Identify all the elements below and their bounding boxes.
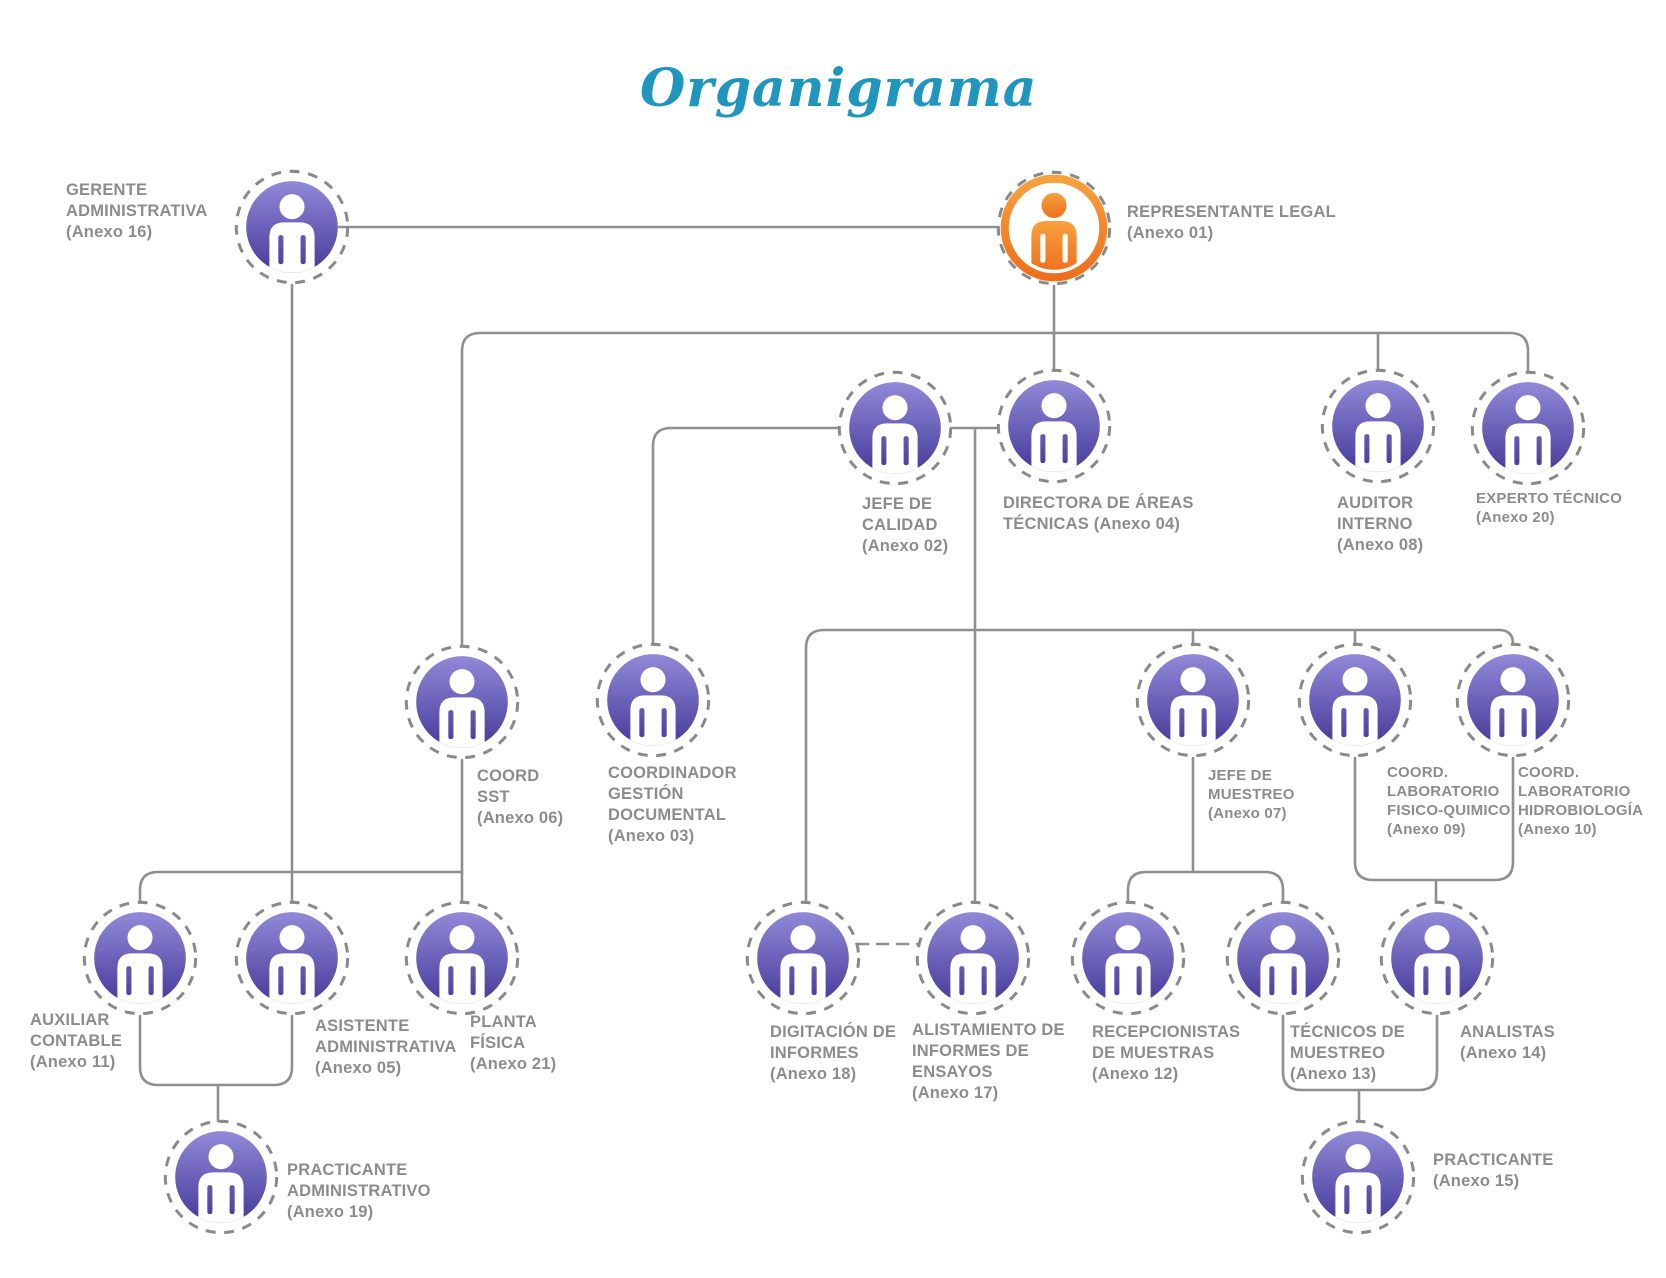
jefe-de-muestreo-label: [1208, 766, 1295, 823]
edge-jefecalidad-coordgd: [653, 428, 839, 644]
label-line: (Anexo 05): [315, 1059, 402, 1077]
label-line: EXPERTO TÉCNICO: [1476, 490, 1623, 507]
label-line: ANALISTAS: [1460, 1023, 1555, 1041]
person-icon: [1135, 642, 1251, 758]
digitacion-de-informes-label: [770, 1022, 896, 1085]
person-icon: [1297, 642, 1413, 758]
person-icon: [404, 644, 520, 760]
label-line: ALISTAMIENTO DE: [912, 1021, 1065, 1039]
label-line: SST: [477, 788, 510, 806]
label-line: FÍSICA: [470, 1034, 526, 1052]
label-line: ADMINISTRATIVO: [287, 1182, 431, 1200]
jefe-de-calidad-label: [862, 494, 948, 557]
coord-sst-label: [477, 766, 563, 829]
org-node-analistas: [1379, 900, 1495, 1016]
label-line: DE MUESTRAS: [1092, 1044, 1215, 1062]
person-icon: [745, 900, 861, 1016]
label-line: (Anexo 13): [1290, 1065, 1377, 1083]
label-line: JEFE DE: [862, 495, 933, 513]
org-node-practicante: [1300, 1119, 1416, 1235]
org-node-asistente-administrativa: [234, 900, 350, 1016]
label-line: MUESTREO: [1208, 786, 1295, 803]
org-node-coordinador-gestion-documental: [595, 642, 711, 758]
org-node-alistamiento-informes-ensayos: [915, 900, 1031, 1016]
label-line: REPRESENTANTE LEGAL: [1127, 203, 1336, 221]
label-line: LABORATORIO: [1387, 783, 1500, 800]
org-node-experto-tecnico: [1470, 370, 1586, 486]
person-icon: [1379, 900, 1495, 1016]
label-line: COORDINADOR: [608, 764, 737, 782]
recepcionistas-de-muestras-label: [1092, 1022, 1240, 1085]
person-icon: [1070, 900, 1186, 1016]
org-node-digitacion-de-informes: [745, 900, 861, 1016]
auditor-interno-label: [1337, 493, 1423, 556]
org-node-directora-areas-tecnicas: [996, 368, 1112, 484]
label-line: INTERNO: [1337, 515, 1413, 533]
label-line: ADMINISTRATIVA: [66, 202, 208, 220]
coord-laboratorio-hidrobiologia-label: [1518, 763, 1643, 839]
auxiliar-contable-label: [30, 1010, 122, 1073]
label-line: INFORMES DE: [912, 1042, 1029, 1060]
label-line: (Anexo 19): [287, 1203, 374, 1221]
label-line: (Anexo 06): [477, 809, 564, 827]
org-node-gerente-administrativa: [234, 169, 350, 285]
label-line: (Anexo 12): [1092, 1065, 1179, 1083]
org-node-auxiliar-contable: [82, 900, 198, 1016]
person-icon: [996, 368, 1112, 484]
label-line: COORD.: [1387, 764, 1449, 781]
label-line: CALIDAD: [862, 516, 938, 534]
person-icon: [163, 1119, 279, 1235]
person-icon: [915, 900, 1031, 1016]
label-line: (Anexo 21): [470, 1055, 557, 1073]
label-line: HIDROBIOLOGÍA: [1518, 802, 1644, 819]
label-line: INFORMES: [770, 1044, 859, 1062]
person-icon: [1470, 370, 1586, 486]
person-icon: [404, 900, 520, 1016]
label-line: RECEPCIONISTAS: [1092, 1023, 1241, 1041]
org-node-coord-laboratorio-fisico-quimico: [1297, 642, 1413, 758]
person-icon: [1455, 642, 1571, 758]
person-icon: [837, 370, 953, 486]
tecnicos-de-muestreo-label: [1290, 1022, 1405, 1085]
analistas-label: [1460, 1022, 1555, 1064]
practicante-administrativo-label: [287, 1160, 431, 1223]
label-line: ADMINISTRATIVA: [315, 1038, 457, 1056]
label-line: CONTABLE: [30, 1032, 123, 1050]
label-line: (Anexo 16): [66, 223, 153, 241]
label-line: (Anexo 18): [770, 1065, 857, 1083]
experto-tecnico-label: [1476, 489, 1622, 527]
label-line: (Anexo 07): [1208, 805, 1287, 822]
label-line: ENSAYOS: [912, 1063, 993, 1081]
person-icon: [234, 900, 350, 1016]
label-line: DOCUMENTAL: [608, 806, 727, 824]
label-line: JEFE DE: [1208, 767, 1272, 784]
org-node-jefe-de-muestreo: [1135, 642, 1251, 758]
planta-fisica-label: [470, 1012, 556, 1075]
edge-leftlow-rail: [140, 872, 462, 902]
person-icon: [234, 169, 350, 285]
label-line: AUXILIAR: [30, 1011, 110, 1029]
org-node-practicante-administrativo: [163, 1119, 279, 1235]
label-line: (Anexo 14): [1460, 1044, 1547, 1062]
org-node-recepcionistas-de-muestras: [1070, 900, 1186, 1016]
label-line: COORD.: [1518, 764, 1580, 781]
label-line: (Anexo 03): [608, 827, 695, 845]
person-icon: [1320, 368, 1436, 484]
label-line: PRACTICANTE: [1433, 1151, 1554, 1169]
label-line: GERENTE: [66, 181, 148, 199]
edge-jefemuestreo-rail: [1128, 872, 1283, 902]
org-node-jefe-de-calidad: [837, 370, 953, 486]
label-line: DIGITACIÓN DE: [770, 1023, 897, 1041]
person-icon: [1225, 900, 1341, 1016]
label-line: (Anexo 09): [1387, 821, 1466, 838]
label-line: (Anexo 15): [1433, 1172, 1520, 1190]
label-line: FISICO-QUIMICO: [1387, 802, 1511, 819]
edge-aux-asis-merge: [140, 1016, 292, 1085]
org-node-tecnicos-de-muestreo: [1225, 900, 1341, 1016]
label-line: (Anexo 17): [912, 1084, 999, 1102]
label-line: TÉCNICAS (Anexo 04): [1003, 515, 1181, 533]
person-icon: [1300, 1119, 1416, 1235]
org-node-auditor-interno: [1320, 368, 1436, 484]
page-title: Organigrama: [640, 58, 1038, 119]
label-line: PRACTICANTE: [287, 1161, 408, 1179]
label-line: LABORATORIO: [1518, 783, 1631, 800]
label-line: AUDITOR: [1337, 494, 1414, 512]
label-line: DIRECTORA DE ÁREAS: [1003, 494, 1194, 512]
label-line: ASISTENTE: [315, 1017, 410, 1035]
asistente-administrativa-label: [315, 1016, 457, 1079]
label-line: COORD: [477, 767, 540, 785]
coordinador-gestion-documental-label: [608, 763, 737, 847]
alistamiento-informes-ensayos-label: [912, 1020, 1065, 1104]
label-line: TÉCNICOS DE: [1290, 1023, 1405, 1041]
representante-legal-label: [1127, 202, 1336, 244]
org-node-coord-laboratorio-hidrobiologia: [1455, 642, 1571, 758]
label-line: PLANTA: [470, 1013, 537, 1031]
practicante-label: [1433, 1150, 1553, 1192]
coord-laboratorio-fisico-quimico-label: [1387, 763, 1511, 839]
label-line: MUESTREO: [1290, 1044, 1386, 1062]
org-node-coord-sst: [404, 644, 520, 760]
person-icon: [996, 170, 1112, 286]
label-line: (Anexo 11): [30, 1053, 116, 1071]
label-line: (Anexo 01): [1127, 224, 1214, 242]
person-icon: [82, 900, 198, 1016]
org-node-planta-fisica: [404, 900, 520, 1016]
gerente-administrativa-label: [66, 180, 208, 243]
directora-areas-tecnicas-label: [1003, 493, 1194, 535]
label-line: (Anexo 20): [1476, 509, 1555, 526]
label-line: GESTIÓN: [608, 785, 684, 803]
label-line: (Anexo 02): [862, 537, 949, 555]
person-icon: [595, 642, 711, 758]
label-line: (Anexo 08): [1337, 536, 1424, 554]
org-node-representante-legal: [996, 170, 1112, 286]
label-line: (Anexo 10): [1518, 821, 1597, 838]
